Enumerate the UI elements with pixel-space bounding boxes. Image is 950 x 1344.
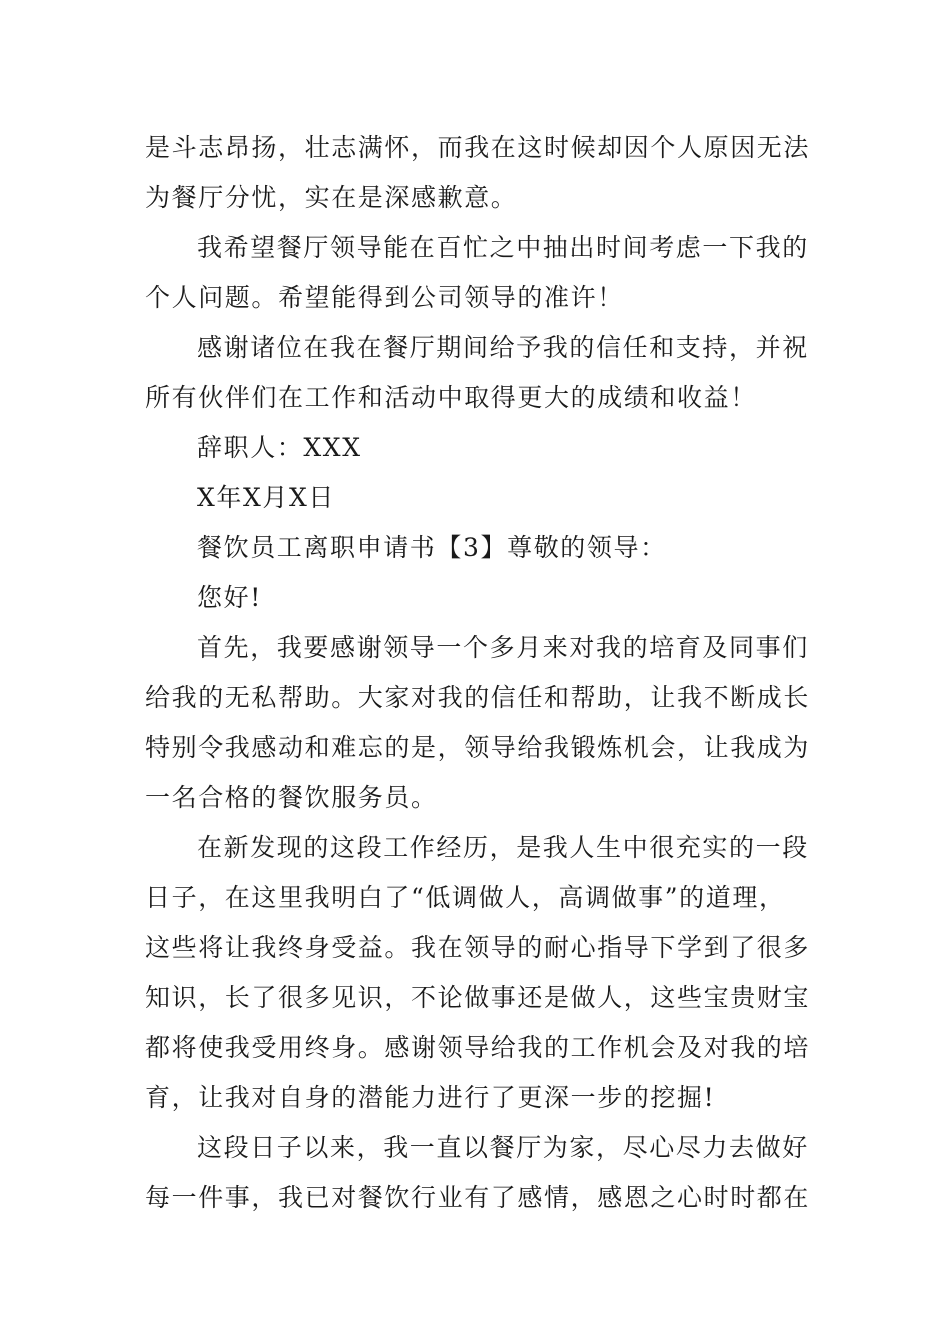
text-line: 育，让我对自身的潜能力进行了更深一步的挖掘! <box>145 1083 716 1112</box>
paragraph-start: 首先，我要感谢领导一个多月来对我的培育及同事们 <box>197 633 809 662</box>
text-line: 特别令我感动和难忘的是，领导给我锻炼机会，让我成为 <box>145 733 811 762</box>
signature-line: 辞职人：XXX <box>197 433 362 462</box>
text-line: 每一件事，我已对餐饮行业有了感情，感恩之心时时都在 <box>145 1183 811 1212</box>
text-line: 给我的无私帮助。大家对我的信任和帮助，让我不断成长 <box>145 683 811 712</box>
text-line: 都将使我受用终身。感谢领导给我的工作机会及对我的培 <box>145 1033 811 1062</box>
paragraph-start: 这段日子以来，我一直以餐厅为家，尽心尽力去做好 <box>197 1133 809 1162</box>
section-heading: 餐饮员工离职申请书【3】尊敬的领导： <box>197 533 667 562</box>
text-line: 个人问题。希望能得到公司领导的准许！ <box>145 283 624 312</box>
text-line: 一名合格的餐饮服务员。 <box>145 783 438 812</box>
paragraph-start: 在新发现的这段工作经历，是我人生中很充实的一段 <box>197 833 809 862</box>
text-line: 这些将让我终身受益。我在领导的耐心指导下学到了很多 <box>145 933 811 962</box>
greeting-line: 您好! <box>197 583 262 612</box>
paragraph-start: 感谢诸位在我在餐厅期间给予我的信任和支持，并祝 <box>197 333 809 362</box>
text-line: 日子，在这里我明白了“低调做人，高调做事”的道理， <box>145 883 786 912</box>
text-line: 为餐厅分忧，实在是深感歉意。 <box>145 183 518 212</box>
text-line: 所有伙伴们在工作和活动中取得更大的成绩和收益！ <box>145 383 757 412</box>
text-line: 知识，长了很多见识，不论做事还是做人，这些宝贵财宝 <box>145 983 811 1012</box>
date-line: X年X月X日 <box>197 483 335 512</box>
text-line: 是斗志昂扬，壮志满怀，而我在这时候却因个人原因无法 <box>145 133 811 162</box>
paragraph-start: 我希望餐厅领导能在百忙之中抽出时间考虑一下我的 <box>197 233 809 262</box>
